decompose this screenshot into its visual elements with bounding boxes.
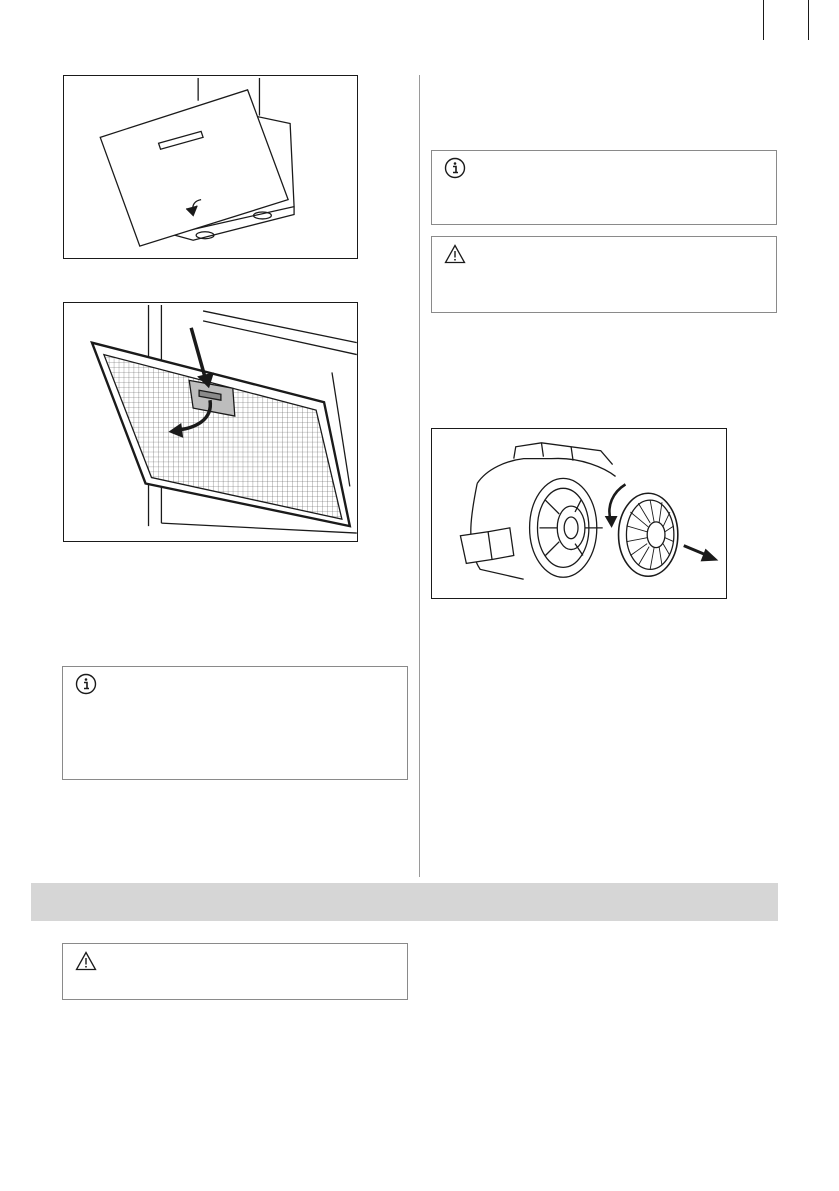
section-heading-bar [31, 883, 778, 921]
hood-panel-illustration [64, 76, 357, 258]
info-icon [75, 673, 97, 695]
figure-grease-filter-removal [63, 302, 358, 542]
info-icon [444, 157, 466, 179]
grease-filter-illustration [64, 303, 357, 541]
info-notice-left [62, 666, 408, 780]
crop-mark-left [763, 0, 764, 40]
figure-carbon-filter-removal [431, 428, 727, 599]
column-divider [419, 75, 420, 877]
warning-notice-bottom [62, 943, 408, 1000]
carbon-filter-illustration [432, 429, 726, 598]
warning-icon [75, 950, 97, 972]
warning-notice-right [431, 236, 777, 313]
figure-hood-panel-open [63, 75, 358, 259]
crop-mark-right [808, 0, 809, 40]
warning-icon [444, 243, 466, 265]
info-notice-right [431, 150, 777, 225]
